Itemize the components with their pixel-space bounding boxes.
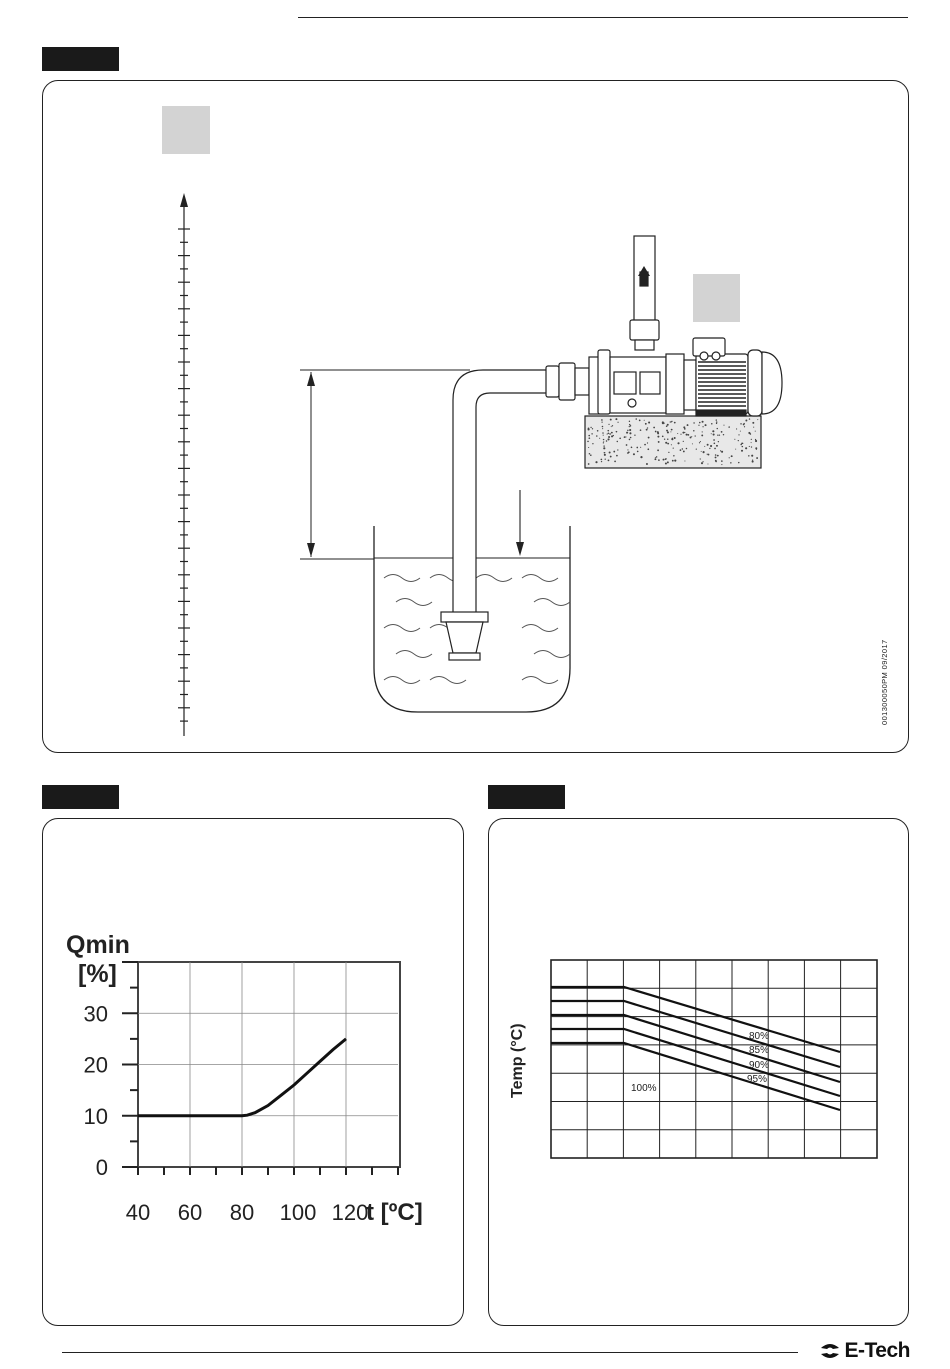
derating-curve-label: 95% [747,1074,768,1085]
qmin-y-label-line1: Qmin [66,931,130,959]
brand-logo [819,1339,910,1363]
qmin-x-label: t [ºC] [366,1199,423,1226]
qmin-x-tick-label: 100 [279,1200,317,1225]
footer-rule [62,1352,798,1353]
derating-curve-label: 85% [749,1045,770,1056]
qmin-y-tick-label: 20 [83,1052,108,1078]
brand-name: E-Tech [844,1339,910,1362]
qmin-y-tick-label: 30 [83,1001,108,1027]
qmin-x-tick-label: 40 [125,1200,151,1225]
qmin-y-label-line2: [%] [78,960,117,988]
qmin-x-tick-label: 120 [331,1200,369,1225]
brand-mark-icon [819,1342,841,1360]
derating-curve-label: 90% [749,1060,770,1071]
derating-y-label: Temp (°C) [509,1023,526,1098]
qmin-y-tick-label: 10 [83,1103,108,1129]
derating-curve-label: 80% [749,1031,770,1042]
figure-code: 001300050PM 09/2017 [880,639,889,725]
qmin-x-tick-label: 80 [229,1200,255,1225]
derating-curve-label: 100% [631,1083,657,1094]
qmin-y-tick-label: 0 [95,1155,108,1180]
qmin-x-tick-label: 60 [177,1200,203,1225]
